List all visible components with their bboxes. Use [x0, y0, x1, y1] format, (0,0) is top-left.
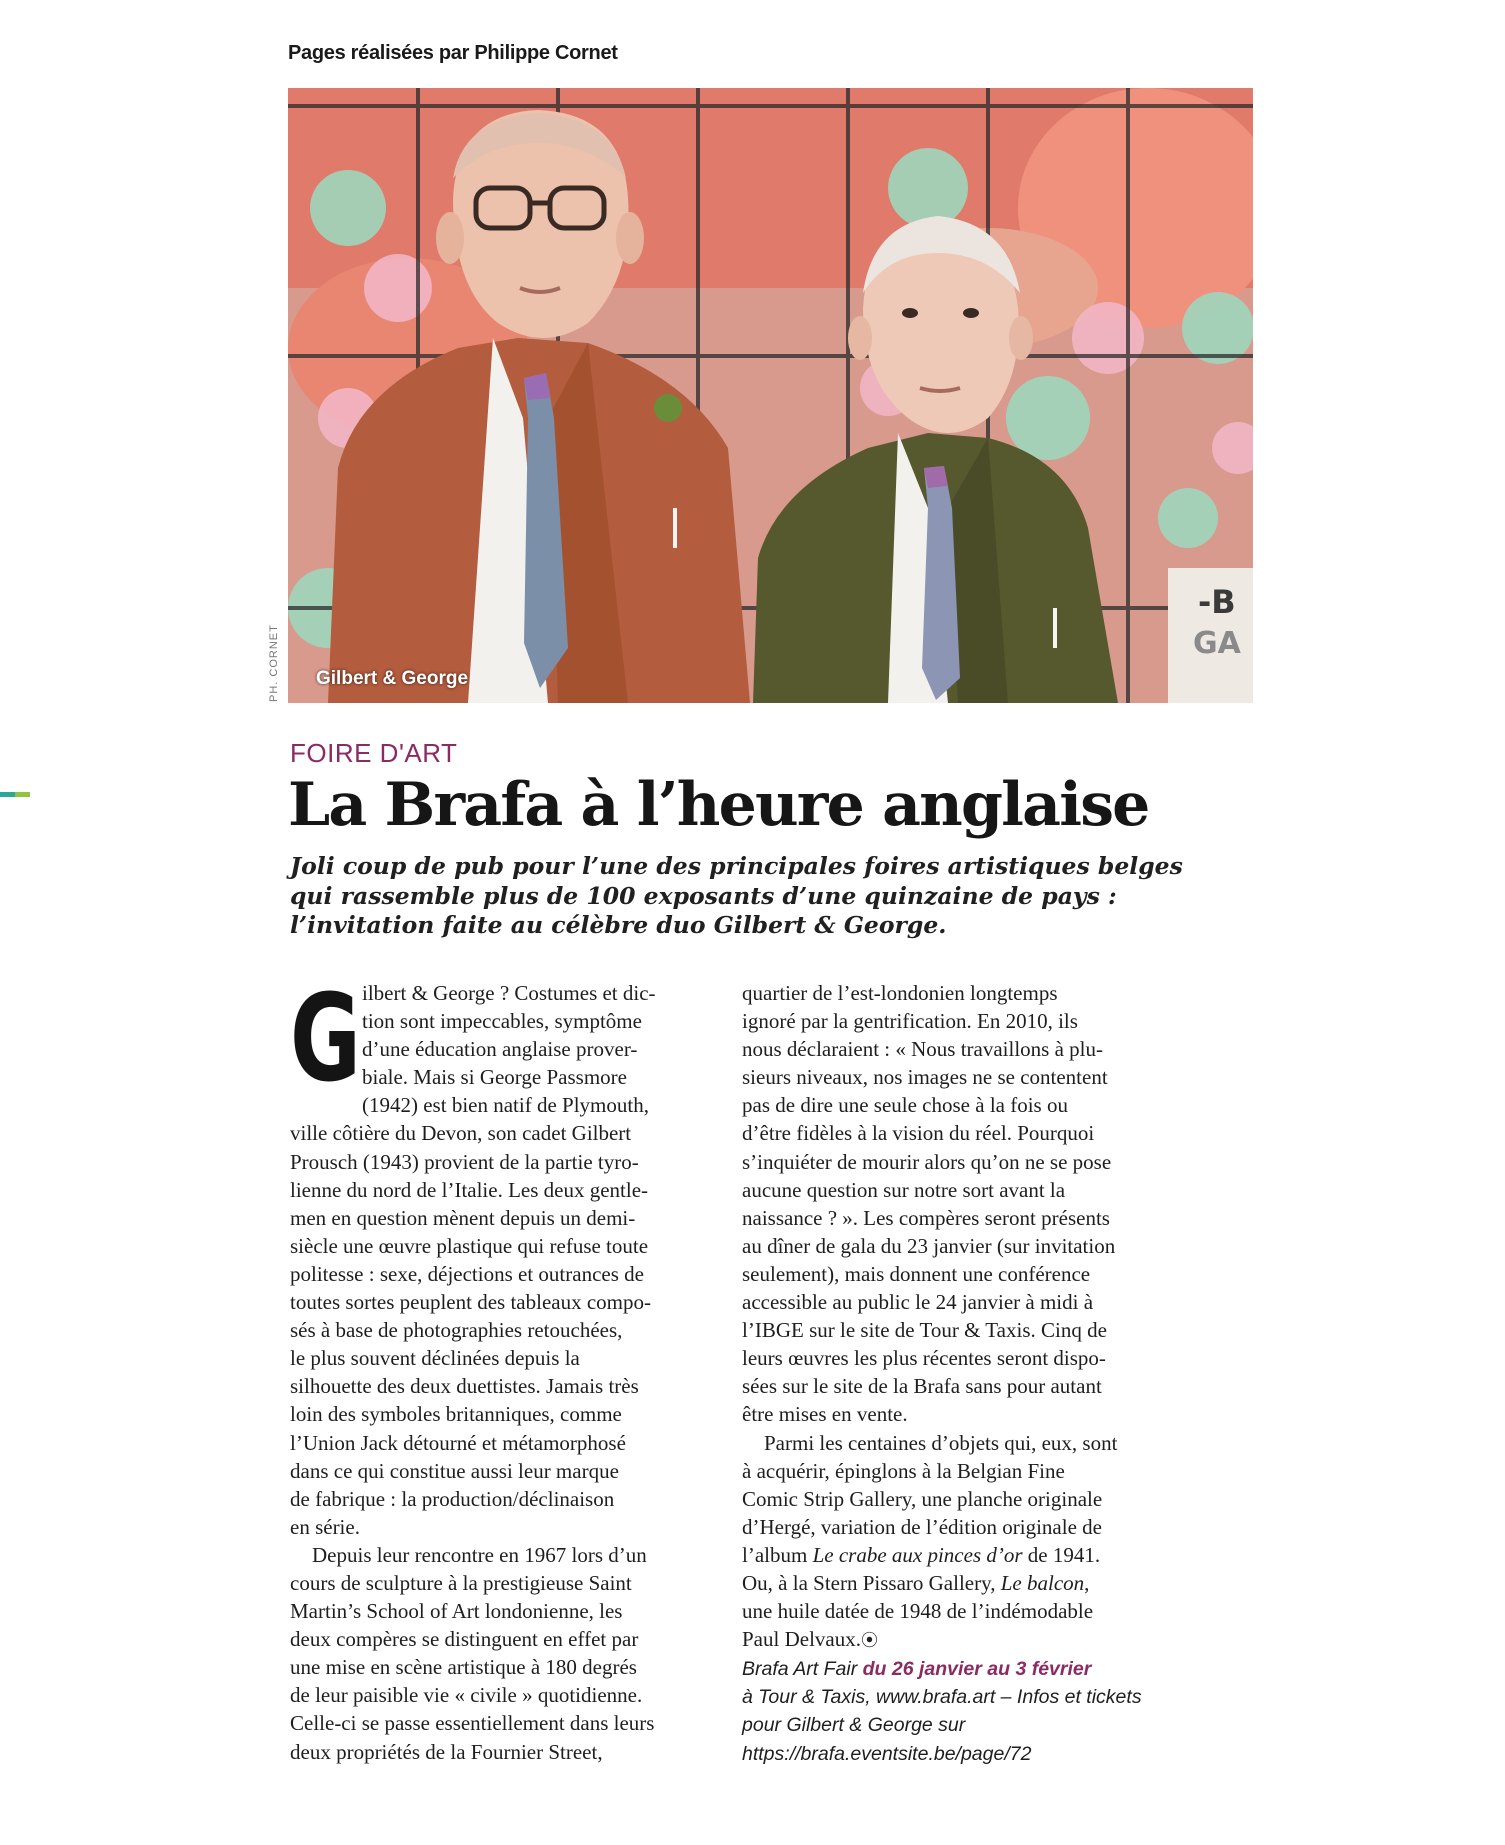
stern-after: , — [1084, 1570, 1090, 1595]
event-info — [742, 1655, 1182, 1767]
album-title: Le crabe aux pinces d’or — [812, 1542, 1023, 1567]
text-line: le plus souvent déclinées depuis la — [290, 1346, 580, 1371]
photo-caption: Gilbert & George — [316, 668, 469, 689]
text-line-stern — [742, 1569, 1182, 1597]
text-line: aucune question sur notre sort avant la — [742, 1177, 1066, 1202]
text-line: biale. Mais si George Passmore — [362, 1065, 627, 1090]
end-mark-icon: ⦿ — [860, 1631, 878, 1651]
standfirst-line: qui rassemble plus de 100 exposants d’une quinzaine de pays : — [290, 881, 1117, 910]
text-line: sieurs niveaux, nos images ne se contentent — [742, 1065, 1108, 1090]
text-line: dans ce qui constitue aussi leur marque — [290, 1458, 619, 1483]
text-line: ignoré par la gentrification. En 2010, ils — [742, 1009, 1078, 1034]
text-line: être mises en vente. — [742, 1402, 908, 1427]
article-column-2 — [742, 979, 1182, 1768]
text-line: Parmi les centaines d’objets qui, eux, sont — [764, 1430, 1118, 1455]
text-line — [742, 1625, 1182, 1655]
feature-photo — [288, 88, 1253, 703]
text-line: l’Union Jack détourné et métamorphosé — [290, 1430, 626, 1455]
text-line: cours de sculpture à la prestigieuse Saint — [290, 1570, 632, 1595]
text-line: Celle-ci se passe essentiellement dans leurs — [290, 1711, 655, 1736]
text-line: leurs œuvres les plus récentes seront dispo- — [742, 1346, 1106, 1371]
text-line: (1942) est bien natif de Plymouth, — [362, 1093, 649, 1118]
event-name: Brafa Art Fair — [742, 1658, 863, 1681]
text-line: Martin’s School of Art londonienne, les — [290, 1599, 623, 1624]
artists-portrait-illustration — [288, 88, 1253, 703]
text-line: à acquérir, épinglons à la Belgian Fine — [742, 1458, 1065, 1483]
text-line: Prousch (1943) provient de la partie tyro- — [290, 1149, 639, 1174]
event-dates: du 26 janvier au 3 février — [862, 1658, 1092, 1681]
text-line: en série. — [290, 1514, 360, 1539]
text-line: Depuis leur rencontre en 1967 lors d’un — [312, 1542, 647, 1567]
text-line: quartier de l’est-londonien longtemps — [742, 981, 1058, 1005]
text-line: pas de dire une seule chose à la fois ou — [742, 1093, 1068, 1118]
text-line: loin des symboles britanniques, comme — [290, 1402, 622, 1427]
text-line: seulement), mais donnent une conférence — [742, 1261, 1091, 1286]
painting-title: Le balcon — [1000, 1570, 1085, 1595]
album-after: de 1941. — [1022, 1542, 1101, 1567]
text-line: au dîner de gala du 23 janvier (sur invitation — [742, 1233, 1116, 1258]
text-line: une huile datée de 1948 de l’indémodable — [742, 1599, 1094, 1624]
text-line: d’une éducation anglaise prover- — [362, 1037, 638, 1062]
event-line — [742, 1655, 1182, 1683]
text-line: naissance ? ». Les compères seront présents — [742, 1205, 1110, 1230]
text-line: d’être fidèles à la vision du réel. Pourquoi — [742, 1121, 1095, 1146]
wall-letters-2: GA — [1193, 626, 1241, 661]
album-before: l’album — [742, 1542, 813, 1567]
text-line: sés à base de photographies retouchées, — [290, 1318, 623, 1343]
text-line: deux compères se distinguent en effet par — [290, 1627, 639, 1652]
text-line: lienne du nord de l’Italie. Les deux gentle- — [290, 1177, 649, 1202]
standfirst — [290, 852, 1183, 941]
article-column-1 — [290, 970, 710, 1766]
text-line: men en question mènent depuis un demi- — [290, 1205, 636, 1230]
text-line: d’Hergé, variation de l’édition originale de — [742, 1514, 1102, 1539]
text-line: une mise en scène artistique à 180 degrés — [290, 1655, 637, 1680]
text-line: deux propriétés de la Fournier Street, — [290, 1739, 603, 1764]
text-line-album — [742, 1541, 1182, 1569]
text-line: ilbert & George ? Costumes et dic- — [362, 981, 656, 1005]
text-line: accessible au public le 24 janvier à midi à — [742, 1290, 1094, 1315]
event-tickets: pour Gilbert & George sur — [742, 1714, 966, 1737]
text-line: tion sont impeccables, symptôme — [362, 1009, 642, 1034]
wall-letters-1: -B — [1198, 583, 1236, 621]
margin-color-mark — [0, 792, 30, 797]
text-line: silhouette des deux duettistes. Jamais très — [290, 1374, 639, 1399]
stern-before: Ou, à la Stern Pissaro Gallery, — [742, 1570, 1001, 1595]
section-kicker: FOIRE D'ART — [290, 738, 458, 768]
headline: La Brafa à l’heure anglaise — [288, 770, 1149, 840]
text-line: siècle une œuvre plastique qui refuse toute — [290, 1233, 649, 1258]
text-line: de leur paisible vie « civile » quotidienne. — [290, 1683, 643, 1708]
event-link[interactable]: https://brafa.eventsite.be/page/72 — [742, 1742, 1032, 1765]
text-line-end: Paul Delvaux. — [742, 1627, 861, 1652]
event-venue: à Tour & Taxis, www.brafa.art – Infos et tickets — [742, 1686, 1142, 1709]
standfirst-line: l’invitation faite au célèbre duo Gilbert & George. — [290, 911, 947, 939]
text-line: de fabrique : la production/déclinaison — [290, 1486, 615, 1511]
text-line: Comic Strip Gallery, une planche originale — [742, 1486, 1103, 1511]
byline: Pages réalisées par Philippe Cornet — [288, 42, 618, 64]
standfirst-line: Joli coup de pub pour l’une des principales foires artistiques belges — [290, 852, 1183, 880]
text-line: sées sur le site de la Brafa sans pour autant — [742, 1374, 1102, 1399]
text-line: toutes sortes peuplent des tableaux compo- — [290, 1290, 651, 1315]
text-line: l’IBGE sur le site de Tour & Taxis. Cinq de — [742, 1318, 1107, 1343]
drop-cap: G — [290, 970, 361, 1109]
text-line: nous déclaraient : « Nous travaillons à plu- — [742, 1037, 1103, 1062]
text-line: ville côtière du Devon, son cadet Gilbert — [290, 1121, 632, 1146]
text-line: s’inquiéter de mourir alors qu’on ne se pose — [742, 1149, 1112, 1174]
text-line: politesse : sexe, déjections et outrances de — [290, 1261, 644, 1286]
